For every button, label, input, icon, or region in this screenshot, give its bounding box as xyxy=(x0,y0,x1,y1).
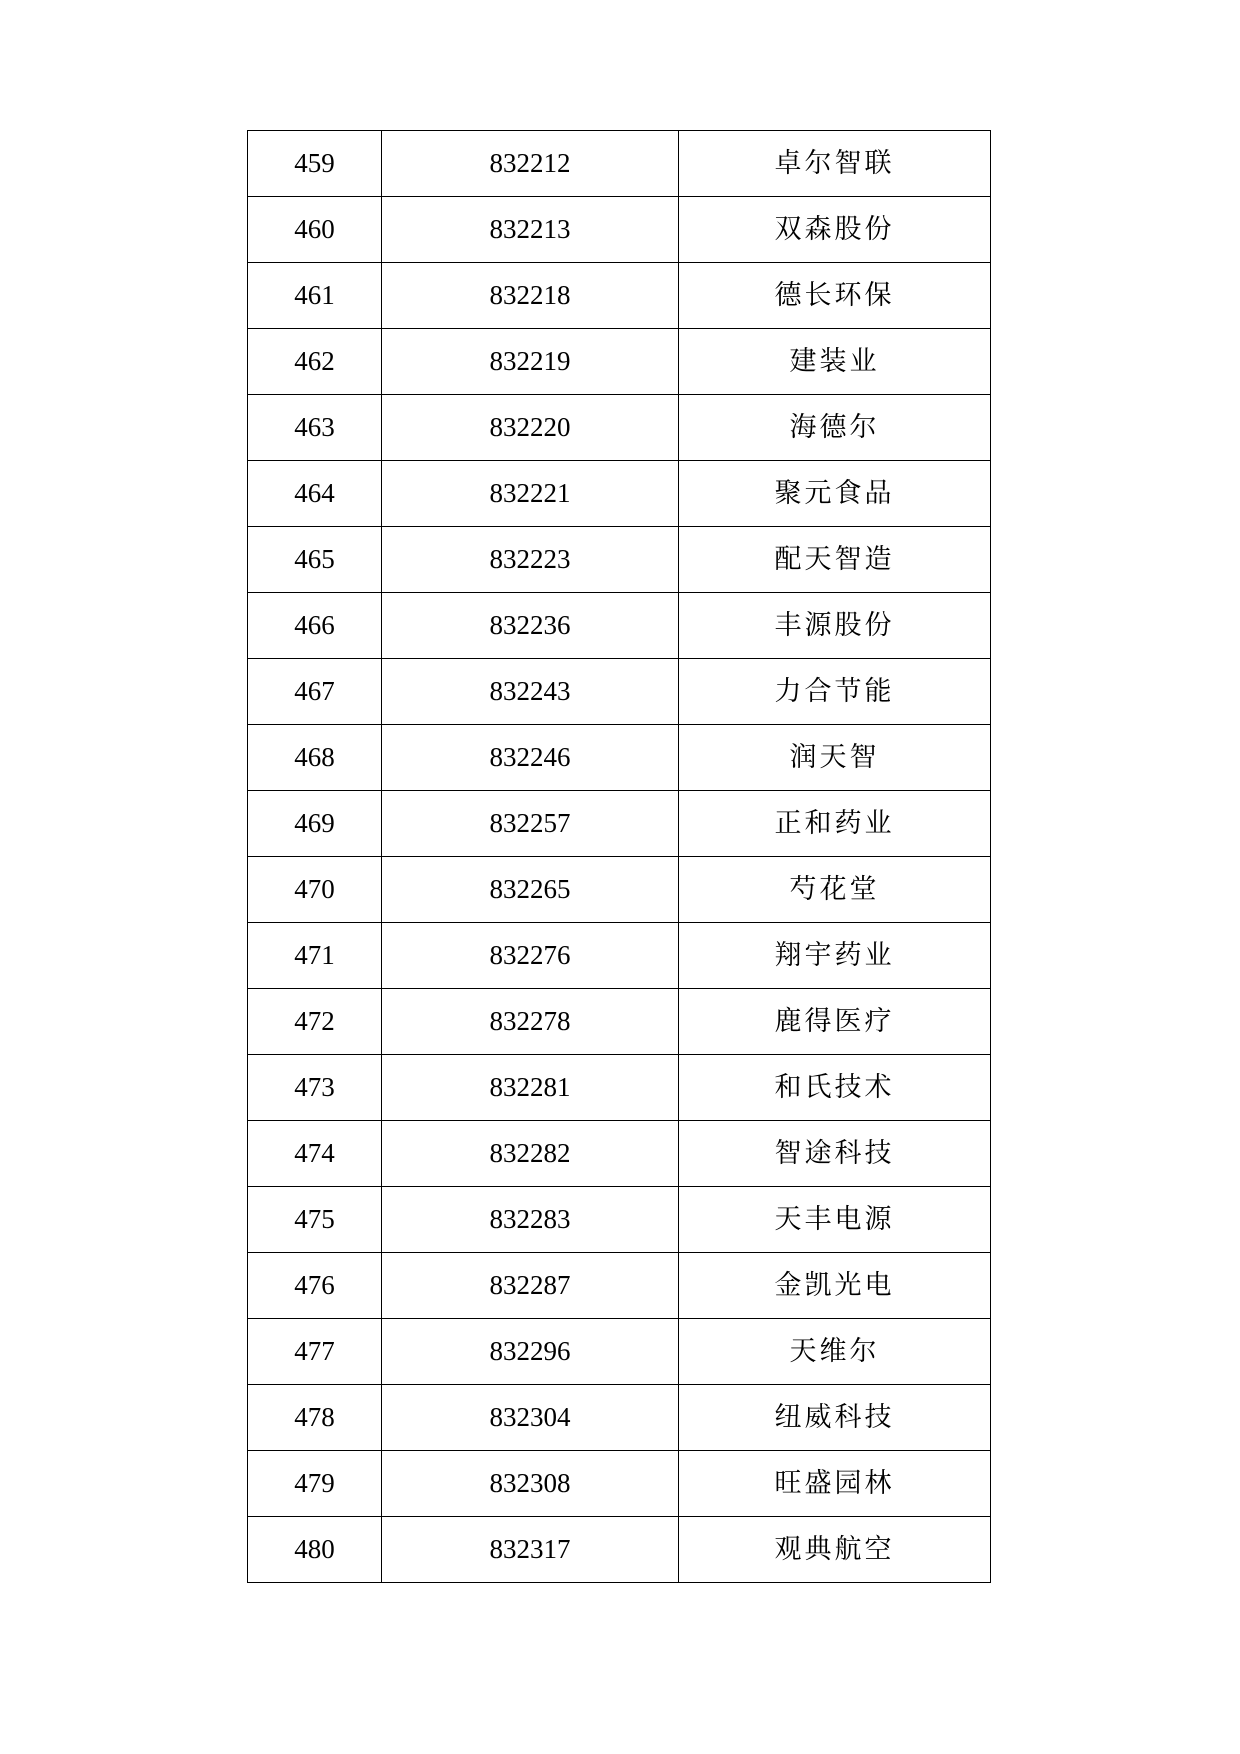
row-number-cell: 478 xyxy=(248,1385,382,1451)
row-number-cell: 479 xyxy=(248,1451,382,1517)
stock-code-cell: 832308 xyxy=(382,1451,679,1517)
company-name-cell: 力合节能 xyxy=(679,659,991,725)
row-number-cell: 471 xyxy=(248,923,382,989)
company-name-cell: 润天智 xyxy=(679,725,991,791)
table-row xyxy=(248,725,991,791)
row-number-cell: 460 xyxy=(248,197,382,263)
stock-code-cell: 832218 xyxy=(382,263,679,329)
row-number-cell: 463 xyxy=(248,395,382,461)
table-row xyxy=(248,1451,991,1517)
stock-code-cell: 832281 xyxy=(382,1055,679,1121)
stock-code-cell: 832246 xyxy=(382,725,679,791)
stock-code-cell: 832265 xyxy=(382,857,679,923)
table-row xyxy=(248,1253,991,1319)
company-name-cell: 芍花堂 xyxy=(679,857,991,923)
table-body xyxy=(248,131,991,1583)
row-number-cell: 470 xyxy=(248,857,382,923)
stock-code-cell: 832276 xyxy=(382,923,679,989)
company-name-cell: 配天智造 xyxy=(679,527,991,593)
table-row xyxy=(248,1385,991,1451)
table-row xyxy=(248,461,991,527)
stock-code-cell: 832278 xyxy=(382,989,679,1055)
table-row xyxy=(248,1055,991,1121)
table-row xyxy=(248,1319,991,1385)
row-number-cell: 465 xyxy=(248,527,382,593)
table-row xyxy=(248,989,991,1055)
row-number-cell: 476 xyxy=(248,1253,382,1319)
stock-code-cell: 832317 xyxy=(382,1517,679,1583)
stock-code-cell: 832282 xyxy=(382,1121,679,1187)
company-name-cell: 天丰电源 xyxy=(679,1187,991,1253)
row-number-cell: 468 xyxy=(248,725,382,791)
company-name-cell: 正和药业 xyxy=(679,791,991,857)
table-row xyxy=(248,923,991,989)
row-number-cell: 475 xyxy=(248,1187,382,1253)
company-name-cell: 建装业 xyxy=(679,329,991,395)
stock-code-cell: 832212 xyxy=(382,131,679,197)
stock-code-cell: 832304 xyxy=(382,1385,679,1451)
company-name-cell: 翔宇药业 xyxy=(679,923,991,989)
company-name-cell: 丰源股份 xyxy=(679,593,991,659)
stock-code-cell: 832221 xyxy=(382,461,679,527)
row-number-cell: 477 xyxy=(248,1319,382,1385)
row-number-cell: 480 xyxy=(248,1517,382,1583)
stock-code-cell: 832220 xyxy=(382,395,679,461)
company-list-table xyxy=(247,130,991,1583)
company-name-cell: 双森股份 xyxy=(679,197,991,263)
company-name-cell: 德长环保 xyxy=(679,263,991,329)
table-row xyxy=(248,593,991,659)
stock-code-cell: 832283 xyxy=(382,1187,679,1253)
row-number-cell: 467 xyxy=(248,659,382,725)
company-name-cell: 和氏技术 xyxy=(679,1055,991,1121)
stock-code-cell: 832257 xyxy=(382,791,679,857)
company-name-cell: 卓尔智联 xyxy=(679,131,991,197)
company-name-cell: 纽威科技 xyxy=(679,1385,991,1451)
company-name-cell: 聚元食品 xyxy=(679,461,991,527)
row-number-cell: 472 xyxy=(248,989,382,1055)
row-number-cell: 473 xyxy=(248,1055,382,1121)
row-number-cell: 474 xyxy=(248,1121,382,1187)
company-name-cell: 天维尔 xyxy=(679,1319,991,1385)
table-row xyxy=(248,791,991,857)
table-row xyxy=(248,1121,991,1187)
company-name-cell: 旺盛园林 xyxy=(679,1451,991,1517)
row-number-cell: 464 xyxy=(248,461,382,527)
company-name-cell: 鹿得医疗 xyxy=(679,989,991,1055)
company-name-cell: 金凯光电 xyxy=(679,1253,991,1319)
table-row xyxy=(248,1187,991,1253)
stock-code-cell: 832223 xyxy=(382,527,679,593)
row-number-cell: 459 xyxy=(248,131,382,197)
stock-code-cell: 832287 xyxy=(382,1253,679,1319)
stock-code-cell: 832296 xyxy=(382,1319,679,1385)
stock-code-cell: 832236 xyxy=(382,593,679,659)
stock-code-cell: 832243 xyxy=(382,659,679,725)
company-name-cell: 观典航空 xyxy=(679,1517,991,1583)
company-name-cell: 智途科技 xyxy=(679,1121,991,1187)
table-row xyxy=(248,1517,991,1583)
table-row xyxy=(248,395,991,461)
row-number-cell: 461 xyxy=(248,263,382,329)
table-row xyxy=(248,659,991,725)
stock-code-cell: 832219 xyxy=(382,329,679,395)
company-name-cell: 海德尔 xyxy=(679,395,991,461)
stock-code-cell: 832213 xyxy=(382,197,679,263)
row-number-cell: 469 xyxy=(248,791,382,857)
table-row xyxy=(248,263,991,329)
table-row xyxy=(248,857,991,923)
table-row xyxy=(248,197,991,263)
table-row xyxy=(248,131,991,197)
row-number-cell: 462 xyxy=(248,329,382,395)
row-number-cell: 466 xyxy=(248,593,382,659)
table-row xyxy=(248,527,991,593)
table-row xyxy=(248,329,991,395)
